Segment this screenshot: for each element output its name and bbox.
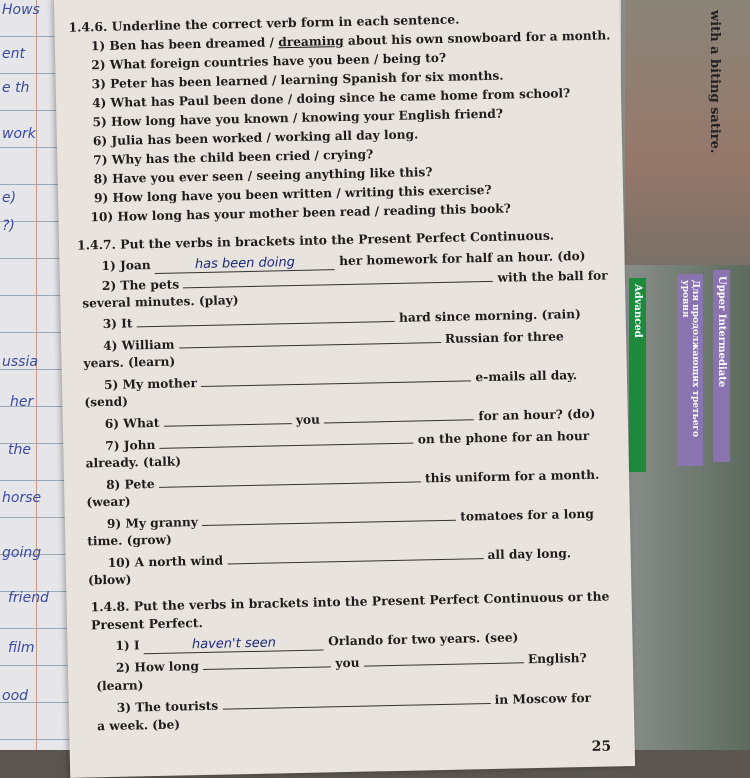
sentence: 3) The tourists in Moscow for — [116, 690, 592, 715]
sentence: 9) My granny tomatoes for a long — [106, 506, 594, 532]
sentence: 5) My mother e-mails all day. — [103, 368, 578, 393]
sentence: 6) Julia has been worked / working all day long. — [92, 127, 419, 149]
sentence: 1) Ben has been dreamed / dreaming about his own snowboard for a month. — [90, 28, 611, 54]
handwriting: ?) — [2, 218, 15, 234]
tab-continuing: Для продолжающих третьего уровня — [677, 274, 703, 466]
answer-field[interactable] — [160, 443, 414, 449]
sentence: 7) Why has the child been cried / crying? — [93, 147, 374, 168]
sentence: 4) William Russian for three — [103, 329, 564, 354]
sentence: (wear) — [86, 494, 131, 510]
sentence: time. (grow) — [87, 532, 172, 549]
sentence: already. (talk) — [85, 454, 182, 471]
sentence: several minutes. (play) — [82, 293, 239, 311]
answer-field[interactable]: haven't seen — [144, 634, 324, 654]
sentence: (blow) — [87, 572, 132, 588]
sentence: 3) It hard since morning. (rain) — [102, 307, 581, 332]
sentence: (learn) — [96, 678, 144, 694]
sentence: (send) — [84, 394, 129, 410]
sentence: 10) A north wind all day long. — [107, 546, 572, 570]
handwriting: Hows — [2, 2, 40, 18]
answer-field[interactable]: has been doing — [155, 254, 335, 274]
sentence: 10) How long has your mother been read / reading this book? — [90, 201, 511, 225]
handwriting: ent — [2, 46, 25, 62]
notebook-margin-line — [36, 0, 37, 750]
answer-field[interactable] — [137, 321, 395, 327]
exercise-1-4-7-title: 1.4.7. Put the verbs in brackets into the Present Perfect Continuous. — [76, 227, 555, 253]
sentence: 2) What foreign countries have you been / being to? — [91, 50, 447, 73]
answer-field[interactable] — [324, 419, 474, 423]
sentence: 9) How long have you been written / writing this exercise? — [93, 182, 492, 206]
sentence: 4) What has Paul been done / doing since he came home from school? — [91, 86, 571, 111]
cover-text: with a biting satire. — [707, 10, 722, 154]
answer-field[interactable] — [183, 281, 493, 288]
handwriting: friend — [8, 590, 49, 606]
answer-field[interactable] — [223, 703, 491, 710]
sentence: years. (learn) — [83, 354, 176, 371]
sentence: a week. (be) — [97, 717, 181, 734]
exercise-1-4-8-title: 1.4.8. Put the verbs in brackets into the Present Perfect Continuous or the — [90, 588, 610, 615]
answer-field[interactable] — [159, 481, 421, 487]
sentence: 3) Peter has been learned / learning Spanish for six months. — [91, 68, 504, 92]
tab-advanced: Advanced — [629, 278, 646, 472]
page-number: 25 — [591, 738, 612, 755]
sentence: 2) How long you English? — [115, 650, 587, 675]
answer-field[interactable] — [164, 423, 292, 427]
answer-field[interactable] — [179, 342, 441, 348]
sentence: 6) What you for an hour? (do) — [104, 406, 596, 432]
textbook-page — [54, 0, 635, 778]
handwriting: horse — [2, 490, 42, 506]
side-book — [615, 0, 750, 750]
handwriting: ussia — [2, 354, 38, 370]
exercise-1-4-8-title-cont: Present Perfect. — [90, 615, 203, 633]
answer-field[interactable] — [203, 666, 331, 670]
sentence: 8) Have you ever seen / seeing anything like this? — [93, 165, 433, 187]
book-cover-image — [625, 0, 750, 265]
exercise-1-4-6-title: 1.4.6. Underline the correct verb form in each sentence. — [68, 11, 460, 35]
handwriting: film — [8, 640, 35, 656]
handwriting: going — [2, 545, 42, 561]
sentence: 5) How long have you known / knowing your English friend? — [92, 106, 504, 130]
handwriting: ood — [2, 688, 29, 704]
tab-upper-intermediate: Upper Intermediate — [713, 270, 730, 462]
answer-field[interactable] — [227, 558, 483, 564]
answer-field[interactable] — [202, 520, 456, 526]
sentence: 1) I haven't seen Orlando for two years. (see) — [115, 630, 519, 653]
sentence: 2) The pets with the ball for — [101, 268, 608, 294]
handwriting: e th — [2, 80, 30, 96]
handwriting: her — [10, 394, 34, 410]
handwriting: the — [8, 442, 31, 458]
handwriting: work — [2, 126, 36, 142]
sentence: 1) Joan has been doing her homework for half an hour. (do) — [101, 248, 586, 274]
answer-field[interactable] — [201, 380, 471, 387]
answer-field[interactable] — [364, 662, 524, 666]
handwriting: e) — [2, 190, 17, 206]
sentence: 8) Pete this uniform for a month. — [105, 467, 600, 493]
sentence: 7) John on the phone for an hour — [105, 428, 590, 454]
